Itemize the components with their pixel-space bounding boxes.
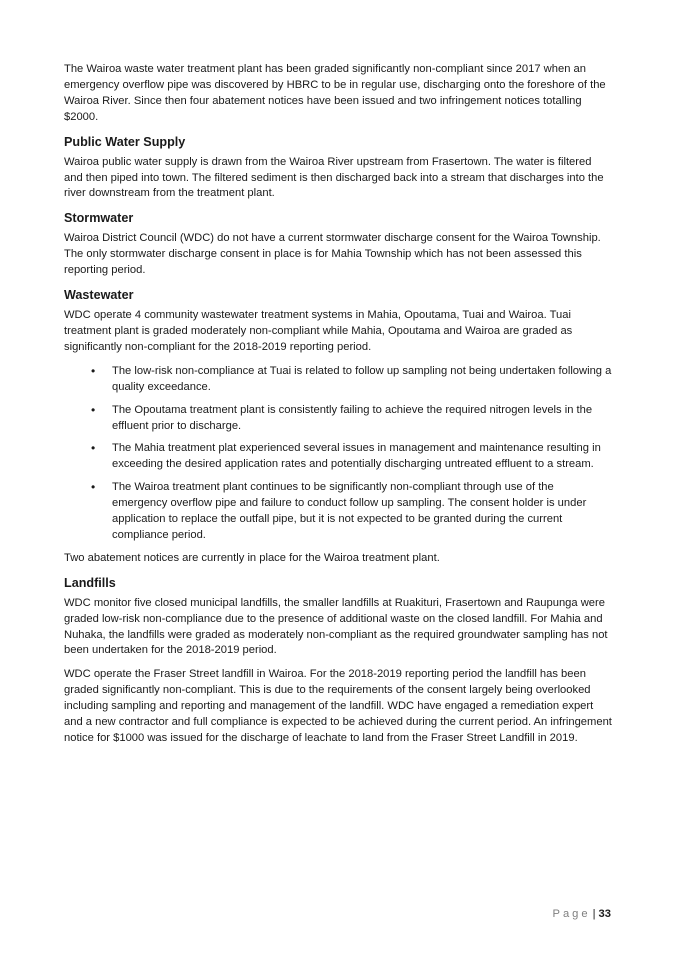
- landfills-paragraph-2: WDC operate the Fraser Street landfill in Wairoa. For the 2018-2019 reporting period the landfill has been graded significantly non-compliant. This is due to the requirements of the consent largely being overlooked including sampling and reporting and management of the landfill. WDC have engaged a remediation expert and a new contractor and full compliance is expected to be achieved during the current period. An infringement notice for $1000 was issued for the discharge of leachate to land from the Fraser Street Landfill in 2019.: [64, 668, 612, 744]
- wastewater-paragraph: WDC operate 4 community wastewater treatment systems in Mahia, Opoutama, Tuai and Wairoa. Tuai treatment plant is graded moderately non-compliant while Mahia, Opoutama and Wairoa are graded as significantly non-compliant for the 2018-2019 reporting period.: [64, 309, 573, 353]
- page-number: 33: [598, 908, 611, 920]
- landfills-heading: Landfills: [64, 575, 116, 590]
- page-footer: [553, 908, 612, 920]
- landfills-paragraph-1: WDC monitor five closed municipal landfills, the smaller landfills at Ruakituri, Frasertown and Raupunga were graded low-risk non-compliance due to the presence of additional waste on the closed landfill. For Mahia and Nuhaka, the landfills were graded as moderately non-compliant as the required groundwater sampling has not been undertaken for the 2018-2019 period.: [64, 596, 608, 657]
- page-separator: |: [592, 908, 596, 920]
- wastewater-bullet-list: [64, 364, 612, 544]
- page-label: Page: [552, 908, 591, 920]
- stormwater-heading: Stormwater: [64, 211, 134, 226]
- wastewater-closing-paragraph: Two abatement notices are currently in place for the Wairoa treatment plant.: [64, 551, 440, 564]
- intro-paragraph: The Wairoa waste water treatment plant has been graded significantly non-compliant since 2017 when an emergency overflow pipe was discovered by HBRC to be in regular use, discharging onto the foreshore of the Wairoa River. Since then four abatement notices have been issued and two infringement notices totalling $2000.: [64, 63, 606, 123]
- document-body: [64, 62, 612, 755]
- stormwater-paragraph: Wairoa District Council (WDC) do not have a current stormwater discharge consent for the Wairoa Township. The only stormwater discharge consent in place is for Mahia Township which has not been assessed this reporting period.: [64, 232, 601, 277]
- public-water-supply-heading: Public Water Supply: [64, 134, 186, 149]
- list-item: • The Mahia treatment plat experienced several issues in management and maintenance resulting in exceeding the desired application rates and potentially discharging untreated effluent to a stream.: [112, 441, 612, 473]
- wastewater-heading: Wastewater: [64, 288, 134, 303]
- list-item: • The Opoutama treatment plant is consistently failing to achieve the required nitrogen levels in the effluent prior to discharge.: [112, 403, 612, 435]
- list-item: • The low-risk non-compliance at Tuai is related to follow up sampling not being undertaken following a quality exceedance.: [112, 364, 612, 396]
- list-item: • The Wairoa treatment plant continues to be significantly non-compliant through use of the emergency overflow pipe and failure to conduct follow up sampling. The consent holder is under application to replace the outfall pipe, but it is not expected to be granted during the current compliance period.: [112, 480, 612, 544]
- public-water-supply-paragraph: Wairoa public water supply is drawn from the Wairoa River upstream from Frasertown. The water is filtered and then piped into town. The filtered sediment is then discharged back into a stream that discharges into the river downstream from the treatment plant.: [64, 155, 604, 200]
